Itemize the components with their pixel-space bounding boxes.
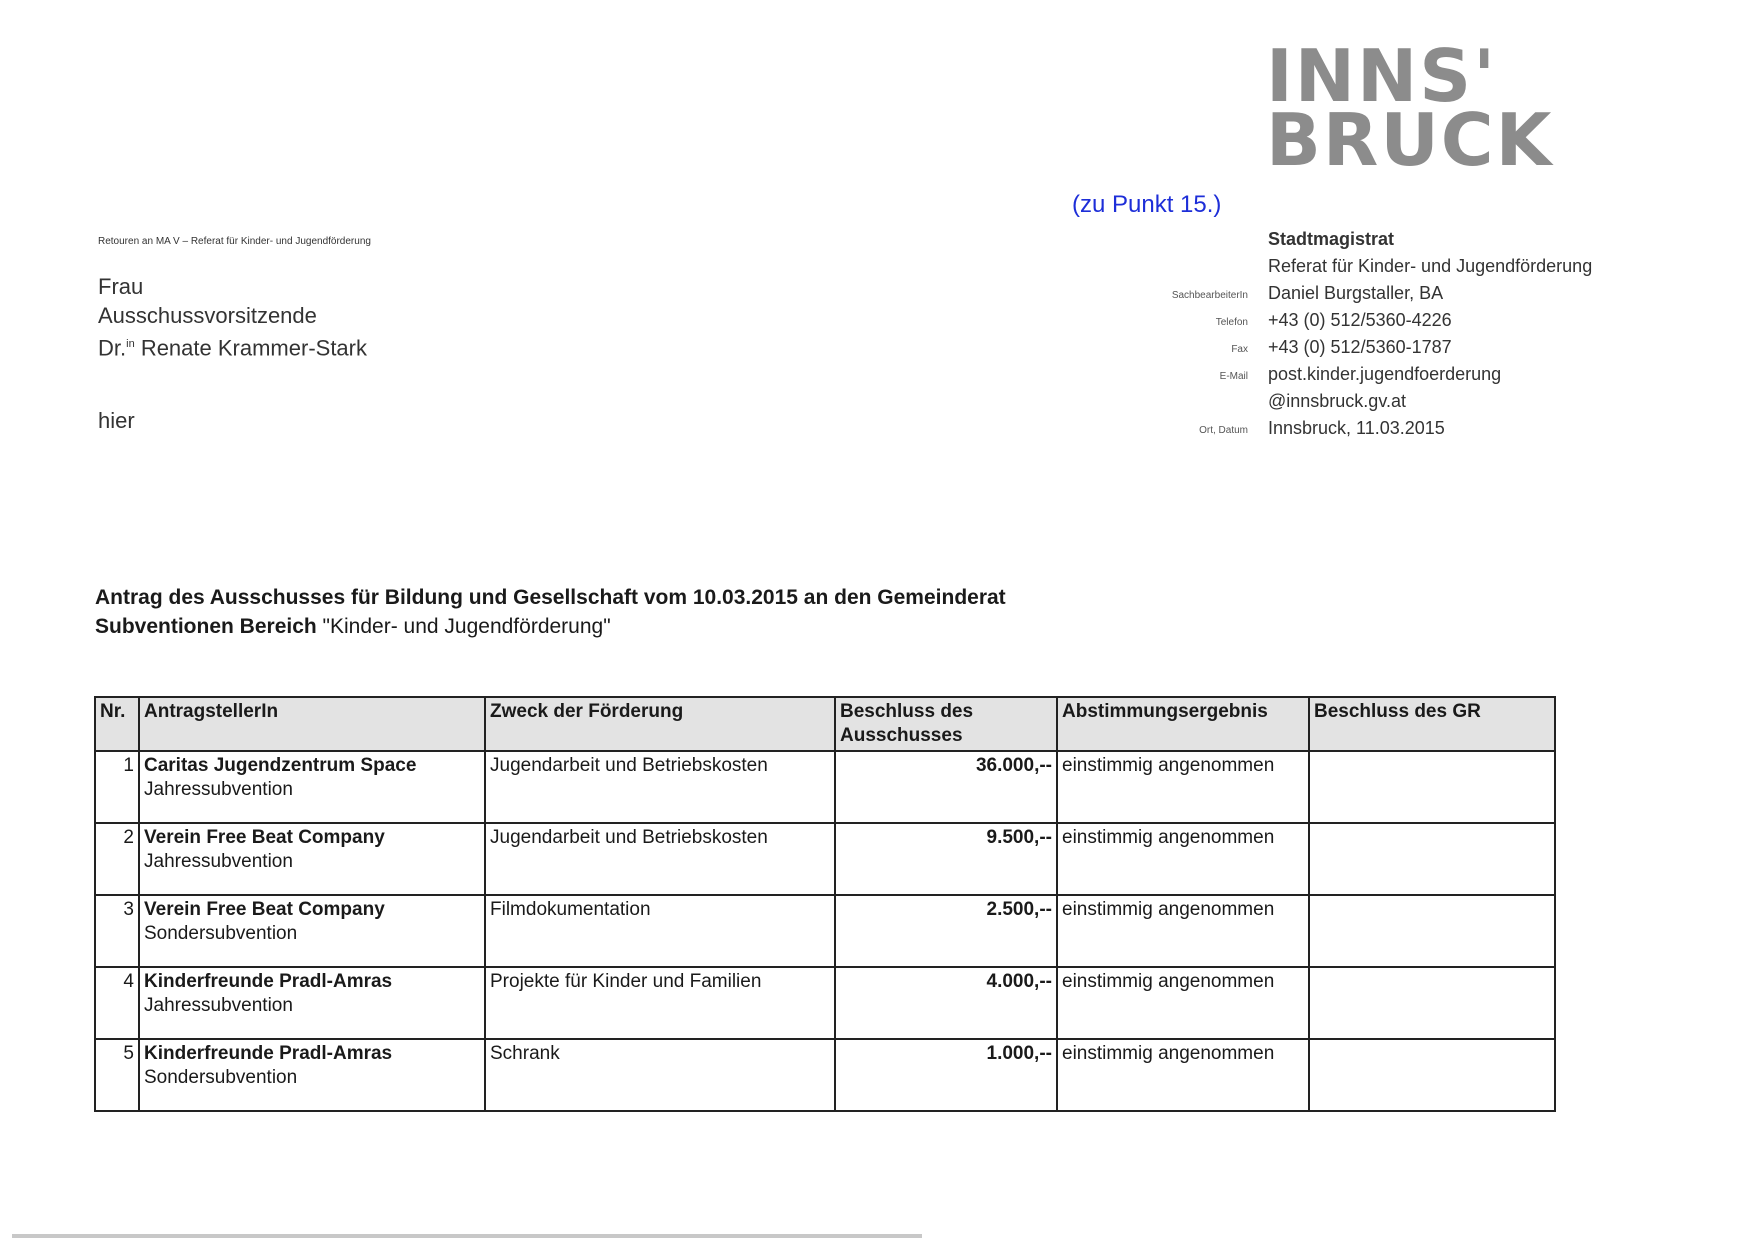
sender-email-2: @innsbruck.gv.at (1268, 391, 1406, 411)
recipient-name: Renate Krammer-Stark (140, 335, 367, 361)
cell-vote: einstimmig angenommen (1057, 967, 1309, 1039)
table-header-row (95, 697, 1555, 751)
logo-line-1: INNS' (1266, 34, 1498, 118)
sender-block (1268, 226, 1592, 442)
sender-clerk: Daniel Burgstaller, BA (1268, 283, 1444, 303)
header-purpose: Zweck der Förderung (485, 697, 835, 751)
subject (95, 583, 1006, 641)
applicant-name: Kinderfreunde Pradl-Amras (144, 971, 393, 992)
header-vote: Abstimmungsergebnis (1057, 697, 1309, 751)
cell-amount: 4.000,-- (835, 967, 1057, 1039)
applicant-name: Caritas Jugendzentrum Space (144, 755, 417, 776)
sender-labels (1100, 282, 1248, 444)
label-spacer (1100, 390, 1248, 417)
cell-applicant (139, 895, 485, 967)
sender-place-date: Innsbruck, 11.03.2015 (1268, 418, 1445, 438)
cell-applicant (139, 1039, 485, 1111)
table-row (95, 823, 1555, 895)
subject-line-2-bold: Subventionen Bereich (95, 615, 317, 638)
cell-applicant (139, 967, 485, 1039)
cell-gr (1309, 823, 1555, 895)
cell-purpose: Projekte für Kinder und Familien (485, 967, 835, 1039)
recipient-title: Dr. (98, 335, 127, 361)
applicant-name: Kinderfreunde Pradl-Amras (144, 1043, 393, 1064)
label-clerk: SachbearbeiterIn (1171, 290, 1248, 301)
cell-nr: 1 (95, 751, 139, 823)
table-row (95, 895, 1555, 967)
applicant-type: Jahressubvention (144, 995, 293, 1016)
return-address: Retouren an MA V – Referat für Kinder- und Jugendförderung (98, 236, 371, 247)
header-nr: Nr. (95, 697, 139, 751)
sender-dept: Referat für Kinder- und Jugendförderung (1268, 256, 1593, 276)
cell-amount: 36.000,-- (835, 751, 1057, 823)
label-phone: Telefon (1215, 317, 1248, 328)
cell-nr: 2 (95, 823, 139, 895)
cell-vote: einstimmig angenommen (1057, 1039, 1309, 1111)
recipient-salutation: Frau (98, 274, 144, 299)
table-row (95, 967, 1555, 1039)
cell-amount: 9.500,-- (835, 823, 1057, 895)
cell-nr: 5 (95, 1039, 139, 1111)
applicant-type: Sondersubvention (144, 923, 298, 944)
scan-artifact-line (12, 1234, 922, 1238)
subject-line-1: Antrag des Ausschusses für Bildung und Gesellschaft vom 10.03.2015 an den Gemeinderat (95, 586, 1006, 609)
cell-gr (1309, 751, 1555, 823)
label-place-date: Ort, Datum (1199, 425, 1248, 436)
subsidy-table (94, 696, 1556, 1112)
table-row (95, 751, 1555, 823)
cell-nr: 4 (95, 967, 139, 1039)
subject-line-2 (95, 612, 1006, 641)
cell-applicant (139, 751, 485, 823)
recipient-location: hier (98, 408, 135, 433)
cell-nr: 3 (95, 895, 139, 967)
header-decision-gr: Beschluss des GR (1309, 697, 1555, 751)
cell-gr (1309, 1039, 1555, 1111)
applicant-type: Jahressubvention (144, 851, 293, 872)
recipient-title-sup: in (126, 338, 135, 350)
subject-line-2-rest: "Kinder- und Jugendförderung" (316, 615, 611, 638)
header-applicant: AntragstellerIn (139, 697, 485, 751)
innsbruck-logo (1266, 34, 1554, 182)
header-decision-committee: Beschluss des Ausschusses (835, 697, 1057, 751)
cell-vote: einstimmig angenommen (1057, 823, 1309, 895)
applicant-type: Sondersubvention (144, 1067, 298, 1088)
cell-applicant (139, 823, 485, 895)
cell-amount: 1.000,-- (835, 1039, 1057, 1111)
cell-amount: 2.500,-- (835, 895, 1057, 967)
applicant-type: Jahressubvention (144, 779, 293, 800)
sender-org: Stadtmagistrat (1268, 229, 1395, 249)
label-fax: Fax (1231, 344, 1248, 355)
recipient-block (98, 272, 367, 362)
cell-purpose: Filmdokumentation (485, 895, 835, 967)
cell-vote: einstimmig angenommen (1057, 751, 1309, 823)
applicant-name: Verein Free Beat Company (144, 827, 385, 848)
recipient-role: Ausschussvorsitzende (98, 303, 317, 328)
applicant-name: Verein Free Beat Company (144, 899, 385, 920)
recipient-name-line (98, 330, 367, 362)
cell-purpose: Jugendarbeit und Betriebskosten (485, 823, 835, 895)
sender-fax: +43 (0) 512/5360-1787 (1268, 337, 1452, 357)
label-email: E-Mail (1219, 371, 1248, 382)
logo-line-2: BRUCK (1266, 98, 1554, 182)
cell-vote: einstimmig angenommen (1057, 895, 1309, 967)
sender-phone: +43 (0) 512/5360-4226 (1268, 310, 1452, 330)
cell-gr (1309, 895, 1555, 967)
cell-purpose: Schrank (485, 1039, 835, 1111)
cell-purpose: Jugendarbeit und Betriebskosten (485, 751, 835, 823)
agenda-reference: (zu Punkt 15.) (1072, 191, 1222, 218)
cell-gr (1309, 967, 1555, 1039)
sender-email-1: post.kinder.jugendfoerderung (1268, 364, 1502, 384)
table-row (95, 1039, 1555, 1111)
